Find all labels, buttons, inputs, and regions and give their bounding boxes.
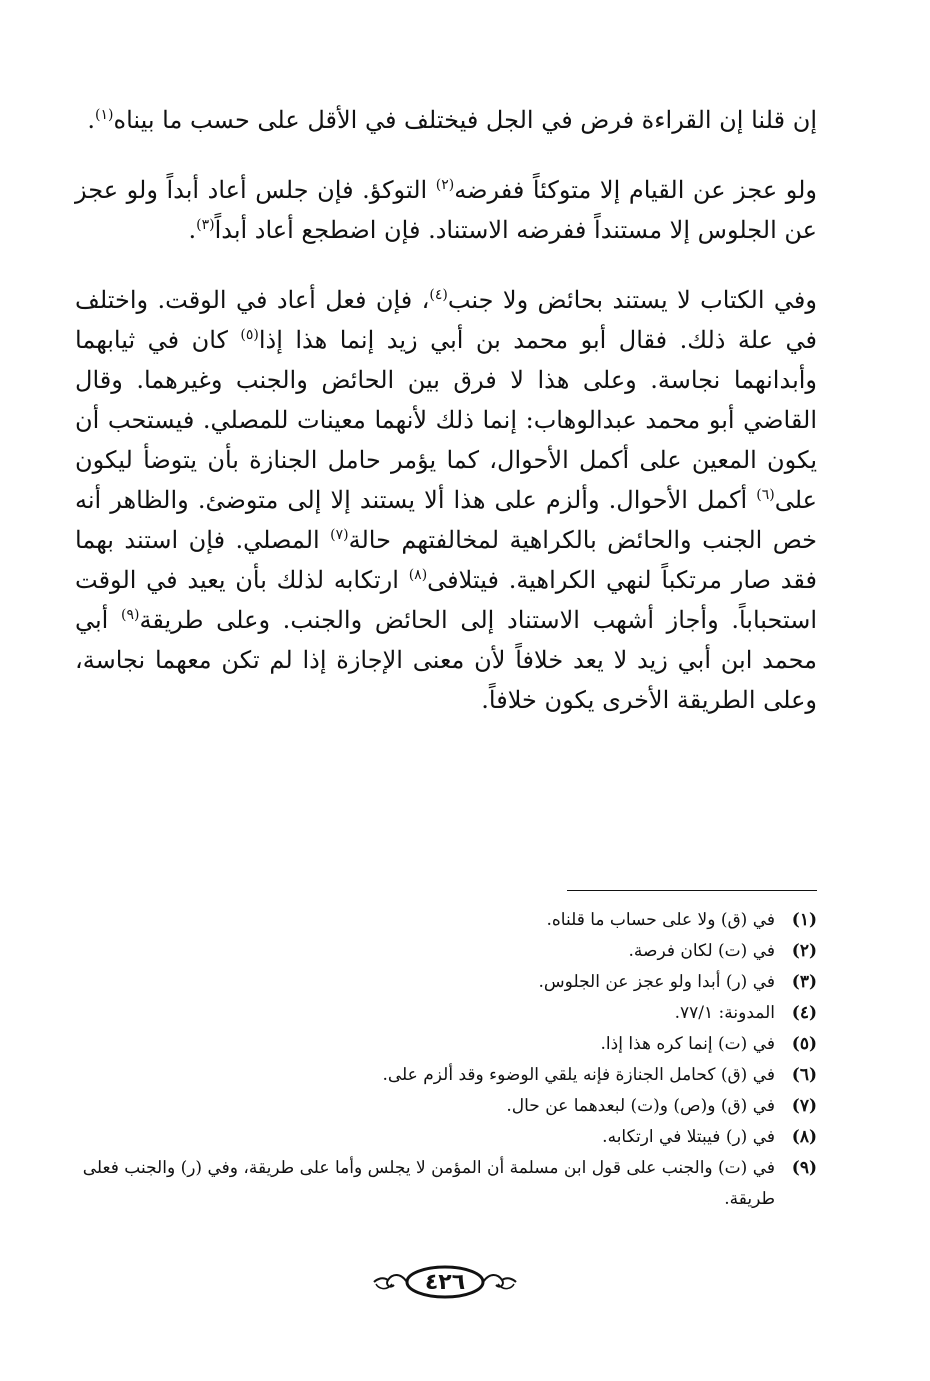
text: إن قلنا إن القراءة فرض في الجل فيختلف في الأقل على حسب ما بيناه — [113, 106, 817, 134]
footnote-text: في (ق) و(ص) و(ت) لبعدهما عن حال. — [506, 1096, 775, 1116]
footnote-ref: (٢) — [435, 177, 455, 193]
text: أكمل الأحوال. وألزم على هذا ألا يستند إلا إلى متوضئ. والظاهر أنه خص الجنب والحائض بالكراهية لمخالفتهم حالة — [75, 486, 818, 554]
footnote — [75, 1091, 817, 1122]
paragraph-1 — [75, 100, 817, 140]
footnote-text: في (ق) ولا على حساب ما قلناه. — [546, 910, 775, 930]
footnote — [75, 1122, 817, 1153]
footnote-ref: (٦) — [756, 487, 775, 503]
paragraph-2 — [75, 170, 817, 250]
text: كان في ثيابهما وأبدانهما نجاسة. وعلى هذا لا فرق بين الحائض والجنب وغيرهما. وقال القاضي أبو محمد عبدالوهاب: إنما ذلك لأنهما معينات للمصلي. فيستحب أن يكون المعين على أكمل الأحوال، كما يؤمر حامل الجنازة بأن يتوضأ ليكون على — [75, 326, 817, 514]
footnote-text: في (ت) والجنب على قول ابن مسلمة أن المؤمن لا يجلس وأما على طريقة، وفي (ر) والجنب فعلى طريقة. — [82, 1158, 775, 1209]
text: . — [87, 106, 96, 134]
page-number — [370, 1262, 520, 1302]
footnote — [75, 936, 817, 967]
page-number-label: ٤٢٦ — [424, 1269, 466, 1295]
footnote-number: (٩) — [791, 1158, 817, 1178]
footnote-number: (٥) — [791, 1034, 817, 1054]
footnote — [75, 1029, 817, 1060]
footnote-ref: (١) — [95, 107, 114, 123]
text: ارتكابه لذلك بأن يعيد في الوقت استحباباً. وأجاز أشهب الاستناد إلى الحائض والجنب. وعلى طريقة — [75, 566, 818, 634]
text: التوكؤ. فإن جلس أعاد أبداً ولو عجز عن الجلوس إلا مستنداً ففرضه الاستناد. فإن اضطجع أعاد أبداً — [75, 176, 817, 244]
footnote-ref: (٤) — [429, 287, 448, 303]
footnote-number: (٧) — [791, 1096, 817, 1116]
footnote-ref: (٣) — [196, 217, 215, 233]
footnote-ref: (٨) — [408, 567, 428, 583]
main-text — [75, 100, 817, 720]
footnote-text: في (ت) إنما كره هذا إذا. — [600, 1034, 775, 1054]
text: وفي الكتاب لا يستند بحائض ولا جنب — [447, 286, 817, 314]
footnotes — [75, 905, 817, 1215]
footnote-number: (١) — [791, 910, 817, 930]
footnote-number: (٨) — [791, 1127, 817, 1147]
footnote-number: (٤) — [791, 1003, 817, 1023]
footnote-text: في (ت) لكان فرصة. — [628, 941, 775, 961]
paragraph-3 — [75, 280, 817, 720]
footnote — [75, 1060, 817, 1091]
footnote-number: (٢) — [791, 941, 817, 961]
text: ، فإن فعل أعاد في الوقت. واختلف في علة ذلك. فقال أبو محمد بن أبي زيد إنما هذا إذا — [75, 286, 818, 354]
text: المصلي. فإن استند بهما فقد صار مرتكباً لنهي الكراهية. فيتلافى — [75, 526, 817, 594]
footnote-ref: (٧) — [330, 527, 349, 543]
footnote-divider — [567, 890, 817, 891]
footnote-number: (٣) — [791, 972, 817, 992]
footnote — [75, 1153, 817, 1215]
footnote-text: في (ق) كحامل الجنازة فإنه يلقي الوضوء وقد ألزم على. — [382, 1065, 775, 1085]
footnote-ref: (٥) — [240, 327, 259, 343]
footnote-number: (٦) — [791, 1065, 817, 1085]
text: ولو عجز عن القيام إلا متوكئاً ففرضه — [454, 176, 817, 204]
footnote-ref: (٩) — [121, 607, 140, 623]
text: . — [188, 216, 197, 244]
footnote — [75, 905, 817, 936]
footnote-text: في (ر) فيبتلا في ارتكابه. — [602, 1127, 775, 1147]
footnote — [75, 998, 817, 1029]
footnote — [75, 967, 817, 998]
text: أبي محمد ابن أبي زيد لا يعد خلافاً لأن معنى الإجازة إذا لم تكن معهما نجاسة، وعلى الطريقة الأخرى يكون خلافاً. — [75, 606, 817, 714]
footnote-text: في (ر) أبدا ولو عجز عن الجلوس. — [538, 972, 775, 992]
footnote-text: المدونة: ٧٧/١. — [674, 1003, 775, 1023]
